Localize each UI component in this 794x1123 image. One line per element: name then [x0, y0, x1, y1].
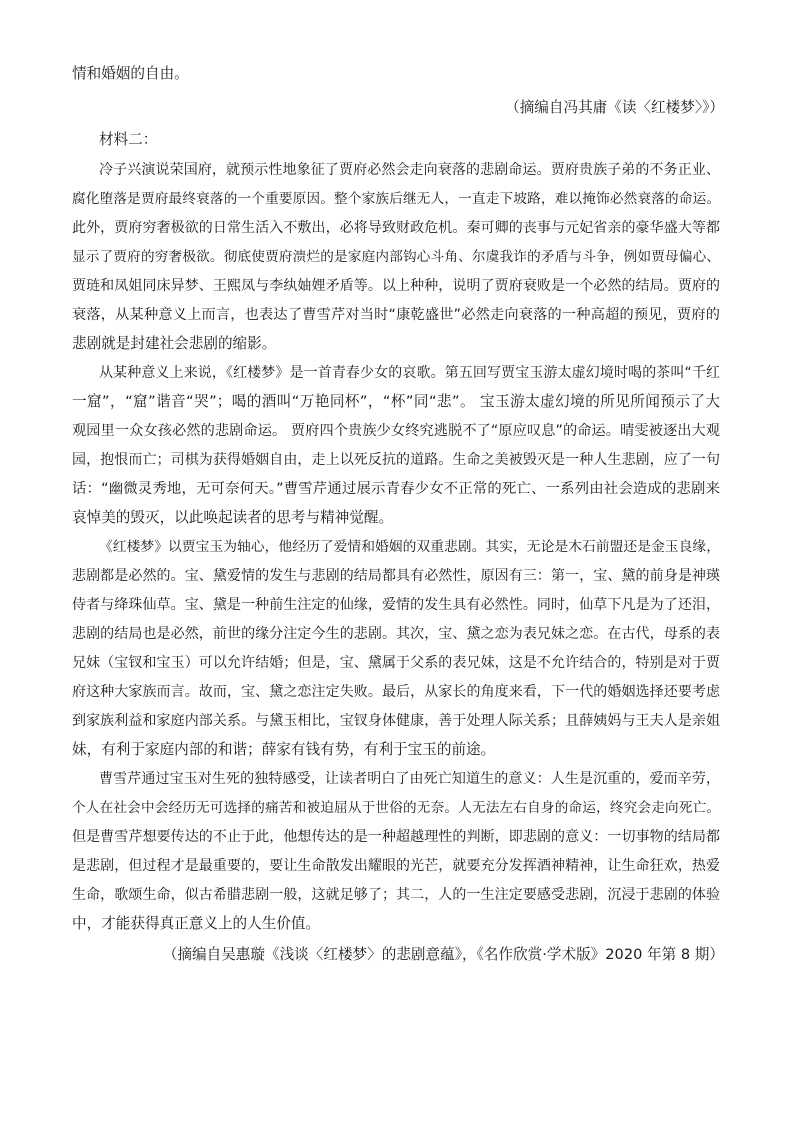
- section-heading: 材料二：: [99, 131, 158, 148]
- text-line: 情和婚姻的自由。: [72, 65, 189, 82]
- paragraph-line: 但是曹雪芹想要传达的不止于此，他想传达的是一种超越理性的判断，即悲剧的意义：一切事物的结局都: [72, 829, 720, 845]
- paragraph-line: 哀悼美的毁灭，以此唤起读者的思考与精神觉醒。: [72, 509, 394, 526]
- paragraph-line: 园，抱恨而亡；司棋为获得婚姻自由，走上以死反抗的道路。生命之美被毁灭是一种人生悲剧，应了一句: [72, 452, 720, 468]
- paragraph-line: 此外，贾府穷奢极欲的日常生活入不敷出，必将导致财政危机。秦可卿的丧事与元妃省亲的豪华盛大等都: [72, 220, 720, 236]
- paragraph-line: 腐化堕落是贾府最终衰落的一个重要原因。整个家族后继无人，一直走下坡路，难以掩饰必然衰落的命运。: [72, 191, 720, 207]
- paragraph-line: 个人在社会中会经历无可选择的痛苦和被迫屈从于世俗的无奈。人无法左右自身的命运，终究会走向死亡。: [72, 800, 720, 816]
- paragraph-line: 到家族利益和家庭内部关系。与黛玉相比，宝钗身体健康，善于处理人际关系；且薛姨妈与王夫人是亲姐: [72, 713, 720, 729]
- paragraph-line: 从某种意义上来说，《红楼梦》是一首青春少女的哀歌。第五回写贾宝玉游太虚幻境时喝的茶叫“千红: [99, 365, 720, 381]
- paragraph-line: 话：“幽微灵秀地，无可奈何天。”曹雪芹通过展示青春少女不正常的死亡、一系列由社会造成的悲剧来: [72, 481, 720, 497]
- paragraph-line: 《红楼梦》以贾宝玉为轴心，他经历了爱情和婚姻的双重悲剧。其实，无论是木石前盟还是金玉良缘，: [99, 539, 720, 555]
- paragraph-line: 悲剧都是必然的。宝、黛爱情的发生与悲剧的结局都具有必然性，原因有三：第一，宝、黛的前身是神瑛: [72, 568, 720, 584]
- source-citation: （摘编自吴惠璇《浅谈〈红楼梦〉的悲剧意蕴》，《名作欣赏·学术版》2020 年第 8 期）: [162, 946, 724, 963]
- paragraph-line: 侍者与绛珠仙草。宝、黛是一种前生注定的仙缘，爱情的发生具有必然性。同时，仙草下凡是为了还泪，: [72, 597, 720, 613]
- paragraph-line: 贾琏和凤姐同床异梦、王熙凤与李纨妯娌矛盾等。以上种种，说明了贾府衰败是一个必然的结局。贾府的: [72, 278, 720, 294]
- paragraph-line: 兄妹（宝钗和宝玉）可以允许结婚；但是，宝、黛属于父系的表兄妹，这是不允许结合的，特别是对于贾: [72, 655, 720, 671]
- paragraph-line: 生命，歌颂生命，似古希腊悲剧一般，这就足够了；其二，人的一生注定要感受悲剧，沉浸于悲剧的体验: [72, 887, 720, 903]
- paragraph-line: 冷子兴演说荣国府，就预示性地象征了贾府必然会走向衰落的悲剧命运。贾府贵族子弟的不务正业、: [99, 162, 720, 178]
- paragraph-line: 曹雪芹通过宝玉对生死的独特感受，让读者明白了由死亡知道生的意义：人生是沉重的，爱而辛劳，: [99, 771, 720, 787]
- paragraph-line: 衰落，从某种意义上而言，也表达了曹雪芹对当时“康乾盛世”必然走向衰落的一种高超的预见，贾府的: [72, 307, 720, 323]
- paragraph-line: 观园里一众女孩必然的悲剧命运。 贾府四个贵族少女终究逃脱不了“原应叹息”的命运。晴雯被逐出大观: [72, 423, 720, 439]
- source-citation: （摘编自冯其庸《读〈红楼梦〉》）: [505, 99, 724, 116]
- paragraph-line: 悲剧就是封建社会悲剧的缩影。: [72, 335, 277, 352]
- paragraph-line: 府这种大家族而言。故而，宝、黛之恋注定失败。最后，从家长的角度来看，下一代的婚姻选择还要考虑: [72, 684, 720, 700]
- paragraph-line: 一窟”，“窟”谐音“哭”；喝的酒叫“万艳同杯”，“杯”同“悲”。 宝玉游太虚幻境的所见所闻预示了大: [72, 393, 720, 410]
- paragraph-line: 中，才能获得真正意义上的人生价值。: [72, 915, 321, 932]
- paragraph-line: 妹，有利于家庭内部的和谐；薛家有钱有势，有利于宝玉的前途。: [72, 741, 496, 758]
- paragraph-line: 显示了贾府的穷奢极欲。彻底使贾府溃烂的是家庭内部钩心斗角、尔虞我诈的矛盾与斗争，例如贾母偏心、: [72, 249, 720, 265]
- paragraph-line: 悲剧的结局也是必然，前世的缘分注定今生的悲剧。其次，宝、黛之恋为表兄妹之恋。在古代，母系的表: [72, 626, 720, 642]
- paragraph-line: 是悲剧，但过程才是最重要的，要让生命散发出耀眼的光芒，就要充分发挥酒神精神，让生命狂欢，热爱: [72, 858, 720, 874]
